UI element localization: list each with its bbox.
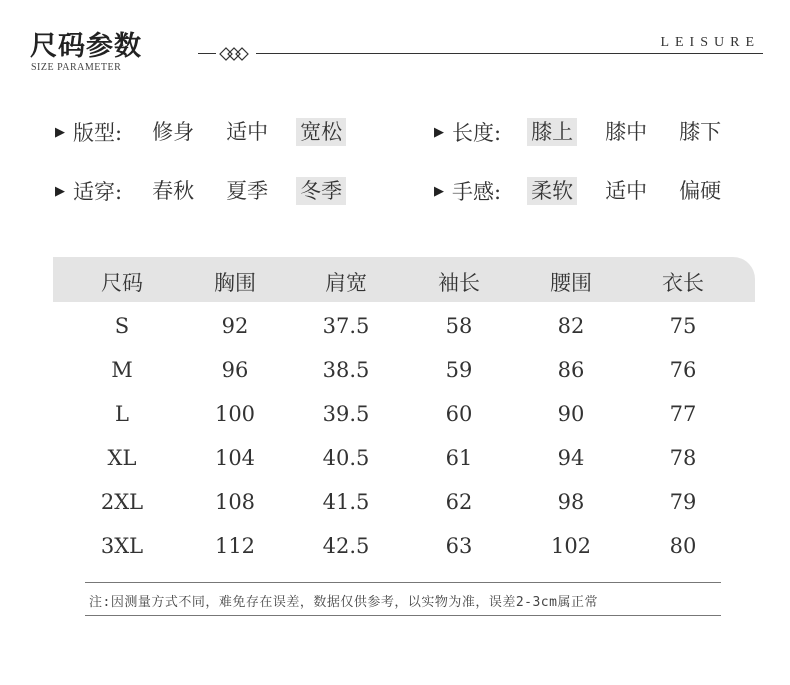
- option-length: [434, 117, 749, 147]
- table-cell: 79: [669, 490, 697, 514]
- triangle-right-icon: ▶: [434, 183, 444, 199]
- option-value: 膝中: [605, 120, 648, 144]
- table-cell: L: [115, 402, 129, 426]
- table-cell: 102: [550, 534, 592, 558]
- option-value: 适中: [605, 179, 648, 203]
- triangle-right-icon: ▶: [55, 183, 65, 199]
- column-header-sleeve: 袖长: [438, 271, 480, 295]
- table-cell: 112: [214, 534, 256, 558]
- option-value-selected: 冬季: [296, 177, 346, 205]
- column-header-waist: 腰围: [550, 271, 592, 295]
- triangle-right-icon: ▶: [55, 124, 65, 140]
- column-header-shoulder: 肩宽: [325, 271, 367, 295]
- table-cell: 2XL: [100, 490, 144, 514]
- table-cell: 39.5: [322, 402, 370, 426]
- option-fit: [55, 117, 370, 147]
- page-subtitle: SIZE PARAMETER: [31, 62, 122, 73]
- option-value-selected: 膝上: [527, 118, 577, 146]
- table-cell: 94: [557, 446, 585, 470]
- table-cell: 42.5: [322, 534, 370, 558]
- table-cell: 59: [445, 358, 473, 382]
- table-cell: 63: [445, 534, 473, 558]
- table-cell: 41.5: [322, 490, 370, 514]
- column-header-length: 衣长: [662, 271, 704, 295]
- table-cell: 100: [214, 402, 256, 426]
- table-cell: 61: [445, 446, 473, 470]
- option-label: 长度:: [452, 121, 502, 145]
- option-value: 膝下: [679, 120, 722, 144]
- option-value-selected: 宽松: [296, 118, 346, 146]
- table-cell: 80: [669, 534, 697, 558]
- option-value-selected: 柔软: [527, 177, 577, 205]
- measurement-note: 注:因测量方式不同，难免存在误差，数据仅供参考，以实物为准，误差2-3cm属正常: [89, 595, 598, 610]
- triangle-right-icon: ▶: [434, 124, 444, 140]
- table-cell: 40.5: [322, 446, 370, 470]
- note-divider-top: [85, 582, 721, 583]
- option-feel: [434, 176, 749, 206]
- diamond-ornament-icon: [216, 46, 256, 62]
- option-value: 夏季: [226, 179, 269, 203]
- table-cell: S: [114, 314, 130, 338]
- brand-label: LEISURE: [652, 35, 760, 51]
- table-cell: 90: [557, 402, 585, 426]
- option-label: 版型:: [73, 121, 123, 145]
- option-value: 修身: [152, 120, 195, 144]
- page-title: 尺码参数: [30, 31, 142, 62]
- table-cell: 92: [221, 314, 249, 338]
- table-cell: 98: [557, 490, 585, 514]
- table-cell: 86: [557, 358, 585, 382]
- table-cell: 108: [214, 490, 256, 514]
- table-cell: 82: [557, 314, 585, 338]
- table-cell: M: [111, 358, 133, 382]
- table-cell: 62: [445, 490, 473, 514]
- table-cell: 104: [214, 446, 256, 470]
- table-cell: 96: [221, 358, 249, 382]
- table-cell: XL: [107, 446, 137, 470]
- note-divider-bottom: [85, 615, 721, 616]
- option-season: [55, 176, 370, 206]
- table-cell: 3XL: [100, 534, 144, 558]
- option-value: 偏硬: [679, 179, 722, 203]
- table-cell: 77: [669, 402, 697, 426]
- table-cell: 75: [669, 314, 697, 338]
- table-cell: 58: [445, 314, 473, 338]
- table-cell: 76: [669, 358, 697, 382]
- table-cell: 78: [669, 446, 697, 470]
- option-label: 手感:: [452, 180, 502, 204]
- column-header-size: 尺码: [101, 271, 143, 295]
- table-cell: 37.5: [322, 314, 370, 338]
- table-cell: 60: [445, 402, 473, 426]
- table-cell: 38.5: [322, 358, 370, 382]
- option-value: 适中: [226, 120, 269, 144]
- option-label: 适穿:: [73, 180, 123, 204]
- header-divider: [198, 53, 763, 54]
- option-value: 春秋: [152, 179, 195, 203]
- column-header-chest: 胸围: [214, 271, 256, 295]
